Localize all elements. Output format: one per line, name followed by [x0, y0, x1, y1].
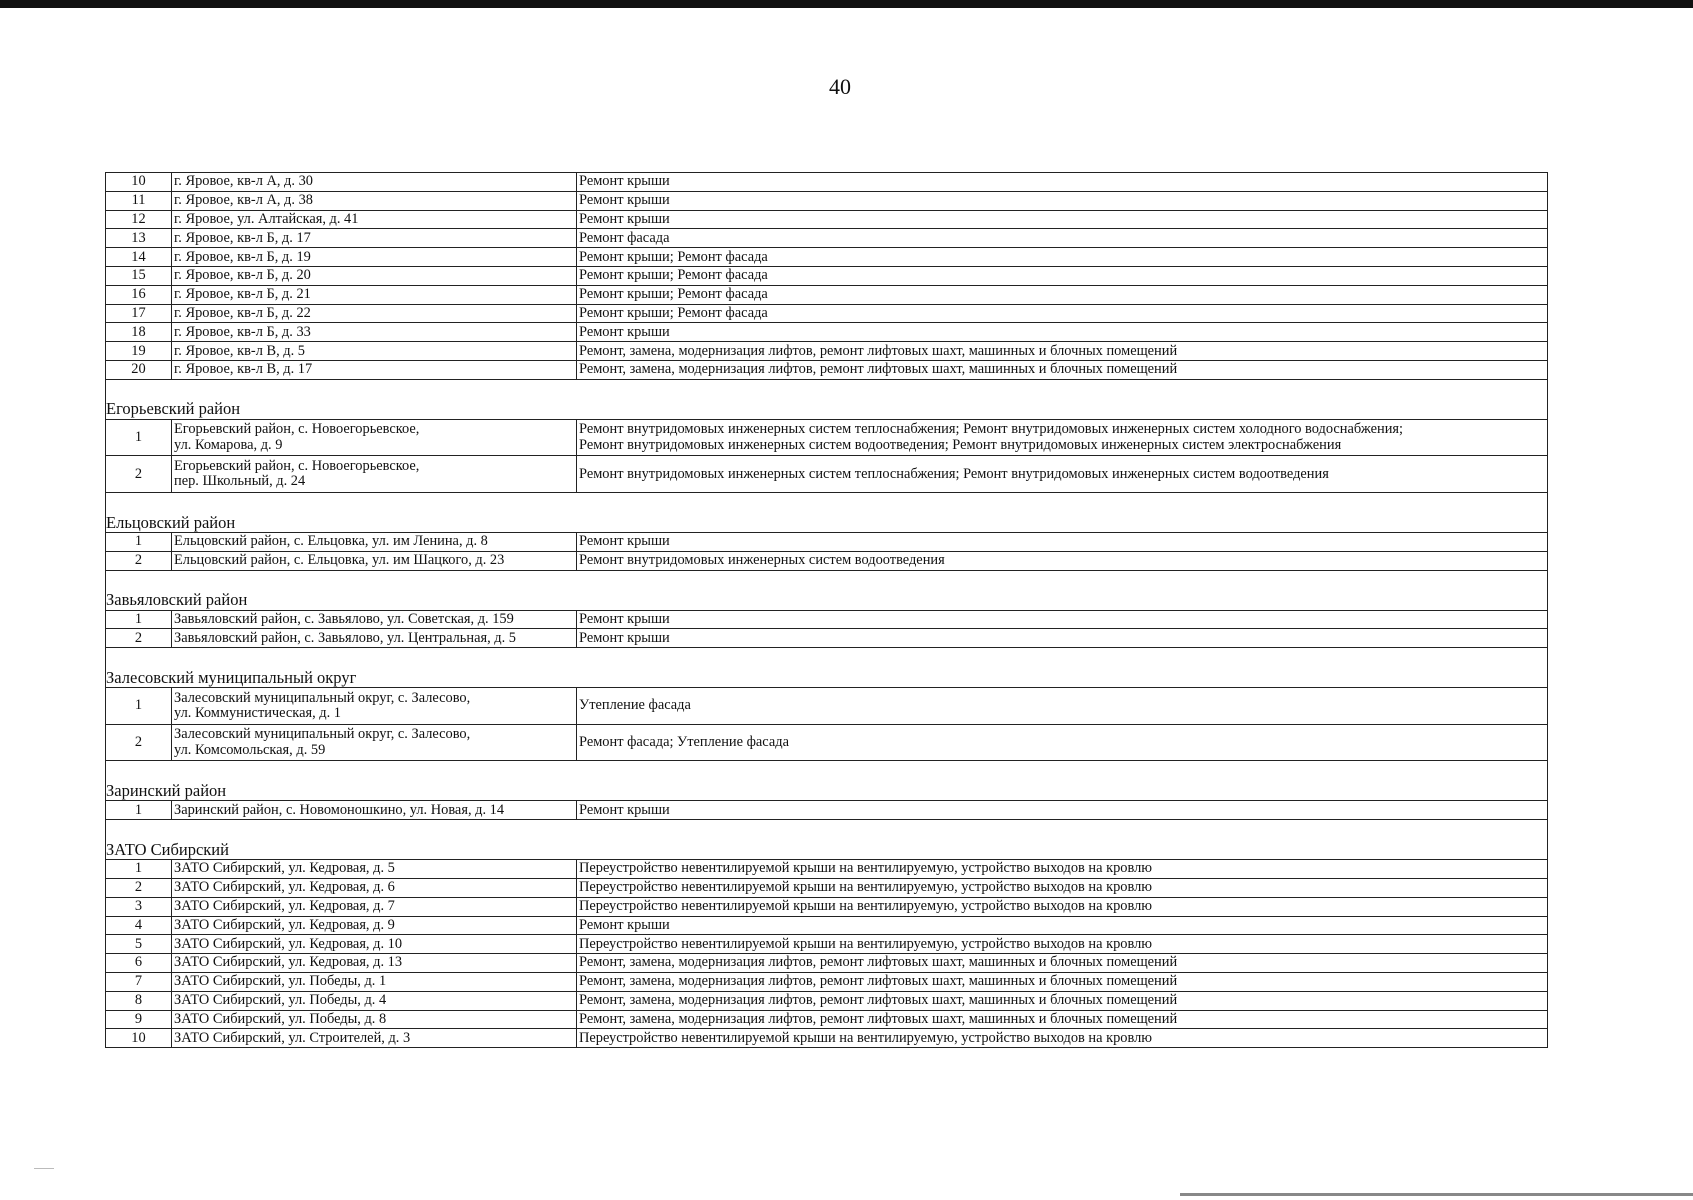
- row-number: 1: [106, 532, 172, 551]
- address-cell: г. Яровое, ул. Алтайская, д. 41: [172, 210, 577, 229]
- table-row: [106, 610, 1548, 629]
- table-row: [106, 897, 1548, 916]
- address-cell: ЗАТО Сибирский, ул. Кедровая, д. 5: [172, 860, 577, 879]
- table-row: [106, 916, 1548, 935]
- address-cell: Залесовский муниципальный округ, с. Залесово, ул. Коммунистическая, д. 1: [172, 688, 577, 725]
- row-number: 10: [106, 173, 172, 192]
- work-type-cell: Ремонт внутридомовых инженерных систем теплоснабжения; Ремонт внутридомовых инженерных систем водоотведения: [577, 456, 1548, 493]
- district-title: ЗАТО Сибирский: [106, 820, 1548, 860]
- table-row: [106, 266, 1548, 285]
- work-type-cell: Ремонт, замена, модернизация лифтов, ремонт лифтовых шахт, машинных и блочных помещений: [577, 1010, 1548, 1029]
- page-number: 40: [829, 74, 851, 99]
- work-type-cell: Ремонт фасада; Утепление фасада: [577, 724, 1548, 761]
- row-number: 2: [106, 724, 172, 761]
- address-cell: г. Яровое, кв-л В, д. 5: [172, 342, 577, 361]
- district-title: Заринский район: [106, 761, 1548, 801]
- district-title: Егорьевский район: [106, 379, 1548, 419]
- row-number: 13: [106, 229, 172, 248]
- address-cell: Заринский район, с. Новомоношкино, ул. Новая, д. 14: [172, 801, 577, 820]
- table-row: [106, 248, 1548, 267]
- work-type-cell: Ремонт, замена, модернизация лифтов, ремонт лифтовых шахт, машинных и блочных помещений: [577, 972, 1548, 991]
- address-cell: ЗАТО Сибирский, ул. Кедровая, д. 9: [172, 916, 577, 935]
- bottom-scan-edge: [1180, 1193, 1693, 1196]
- table-row: [106, 360, 1548, 379]
- table-row: [106, 1029, 1548, 1048]
- work-type-cell: Ремонт крыши; Ремонт фасада: [577, 304, 1548, 323]
- row-number: 1: [106, 610, 172, 629]
- district-title: Залесовский муниципальный округ: [106, 648, 1548, 688]
- work-type-cell: Ремонт крыши: [577, 191, 1548, 210]
- work-type-cell: Переустройство невентилируемой крыши на вентилируемую, устройство выходов на кровлю: [577, 935, 1548, 954]
- row-number: 3: [106, 897, 172, 916]
- table-row: [106, 972, 1548, 991]
- work-type-cell: Ремонт крыши: [577, 801, 1548, 820]
- address-cell: г. Яровое, кв-л Б, д. 20: [172, 266, 577, 285]
- work-type-cell: Переустройство невентилируемой крыши на вентилируемую, устройство выходов на кровлю: [577, 878, 1548, 897]
- work-type-cell: Ремонт крыши: [577, 323, 1548, 342]
- work-type-cell: Ремонт, замена, модернизация лифтов, ремонт лифтовых шахт, машинных и блочных помещений: [577, 342, 1548, 361]
- table-row: [106, 532, 1548, 551]
- work-type-cell: Переустройство невентилируемой крыши на вентилируемую, устройство выходов на кровлю: [577, 1029, 1548, 1048]
- address-cell: Завьяловский район, с. Завьялово, ул. Центральная, д. 5: [172, 629, 577, 648]
- table-row: [106, 456, 1548, 493]
- district-header-row: [106, 648, 1548, 688]
- table-row: [106, 878, 1548, 897]
- address-cell: Завьяловский район, с. Завьялово, ул. Советская, д. 159: [172, 610, 577, 629]
- row-number: 2: [106, 629, 172, 648]
- address-cell: г. Яровое, кв-л Б, д. 17: [172, 229, 577, 248]
- address-cell: г. Яровое, кв-л А, д. 38: [172, 191, 577, 210]
- table-row: [106, 304, 1548, 323]
- district-title: Ельцовский район: [106, 492, 1548, 532]
- work-type-cell: Ремонт крыши: [577, 173, 1548, 192]
- table-row: [106, 323, 1548, 342]
- row-number: 15: [106, 266, 172, 285]
- work-type-cell: Ремонт крыши: [577, 916, 1548, 935]
- district-header-row: [106, 492, 1548, 532]
- table-row: [106, 229, 1548, 248]
- work-type-cell: Ремонт, замена, модернизация лифтов, ремонт лифтовых шахт, машинных и блочных помещений: [577, 954, 1548, 973]
- scan-mark: [34, 1168, 54, 1169]
- row-number: 9: [106, 1010, 172, 1029]
- work-type-cell: Ремонт крыши; Ремонт фасада: [577, 248, 1548, 267]
- work-type-cell: Ремонт внутридомовых инженерных систем водоотведения: [577, 551, 1548, 570]
- work-type-cell: Ремонт крыши; Ремонт фасада: [577, 285, 1548, 304]
- repair-works-table: [105, 172, 1548, 1048]
- address-cell: Ельцовский район, с. Ельцовка, ул. им Ленина, д. 8: [172, 532, 577, 551]
- address-cell: Ельцовский район, с. Ельцовка, ул. им Шацкого, д. 23: [172, 551, 577, 570]
- address-cell: Егорьевский район, с. Новоегорьевское, ул. Комарова, д. 9: [172, 419, 577, 456]
- address-cell: г. Яровое, кв-л Б, д. 19: [172, 248, 577, 267]
- work-type-cell: Переустройство невентилируемой крыши на вентилируемую, устройство выходов на кровлю: [577, 860, 1548, 879]
- row-number: 1: [106, 801, 172, 820]
- table-row: [106, 801, 1548, 820]
- address-cell: г. Яровое, кв-л А, д. 30: [172, 173, 577, 192]
- table-row: [106, 724, 1548, 761]
- row-number: 7: [106, 972, 172, 991]
- work-type-cell: Ремонт, замена, модернизация лифтов, ремонт лифтовых шахт, машинных и блочных помещений: [577, 991, 1548, 1010]
- address-cell: ЗАТО Сибирский, ул. Кедровая, д. 6: [172, 878, 577, 897]
- row-number: 5: [106, 935, 172, 954]
- table-row: [106, 629, 1548, 648]
- row-number: 1: [106, 860, 172, 879]
- address-cell: г. Яровое, кв-л В, д. 17: [172, 360, 577, 379]
- table-row: [106, 285, 1548, 304]
- table-row: [106, 210, 1548, 229]
- table-row: [106, 342, 1548, 361]
- work-type-cell: Ремонт крыши; Ремонт фасада: [577, 266, 1548, 285]
- address-cell: ЗАТО Сибирский, ул. Строителей, д. 3: [172, 1029, 577, 1048]
- district-header-row: [106, 761, 1548, 801]
- table-row: [106, 173, 1548, 192]
- row-number: 17: [106, 304, 172, 323]
- address-cell: ЗАТО Сибирский, ул. Победы, д. 4: [172, 991, 577, 1010]
- work-type-cell: Ремонт фасада: [577, 229, 1548, 248]
- row-number: 8: [106, 991, 172, 1010]
- table-row: [106, 991, 1548, 1010]
- district-header-row: [106, 379, 1548, 419]
- document-sheet: [105, 172, 1547, 1048]
- row-number: 1: [106, 419, 172, 456]
- table-body: [106, 173, 1548, 1048]
- table-row: [106, 419, 1548, 456]
- work-type-cell: Ремонт внутридомовых инженерных систем теплоснабжения; Ремонт внутридомовых инженерных систем холодного водоснабжения; Ремонт внутридомовых инженерных систем водоотведения; Ремонт внутридомовых инженерных систем электроснабжения: [577, 419, 1548, 456]
- work-type-cell: Переустройство невентилируемой крыши на вентилируемую, устройство выходов на кровлю: [577, 897, 1548, 916]
- work-type-cell: Ремонт крыши: [577, 629, 1548, 648]
- row-number: 4: [106, 916, 172, 935]
- row-number: 1: [106, 688, 172, 725]
- address-cell: ЗАТО Сибирский, ул. Кедровая, д. 13: [172, 954, 577, 973]
- top-edge-bar: [0, 0, 1693, 8]
- row-number: 14: [106, 248, 172, 267]
- work-type-cell: Ремонт, замена, модернизация лифтов, ремонт лифтовых шахт, машинных и блочных помещений: [577, 360, 1548, 379]
- district-header-row: [106, 820, 1548, 860]
- address-cell: ЗАТО Сибирский, ул. Кедровая, д. 7: [172, 897, 577, 916]
- row-number: 6: [106, 954, 172, 973]
- row-number: 20: [106, 360, 172, 379]
- address-cell: г. Яровое, кв-л Б, д. 22: [172, 304, 577, 323]
- work-type-cell: Ремонт крыши: [577, 210, 1548, 229]
- table-row: [106, 688, 1548, 725]
- row-number: 11: [106, 191, 172, 210]
- address-cell: Егорьевский район, с. Новоегорьевское, пер. Школьный, д. 24: [172, 456, 577, 493]
- table-row: [106, 191, 1548, 210]
- row-number: 2: [106, 878, 172, 897]
- row-number: 2: [106, 551, 172, 570]
- work-type-cell: Утепление фасада: [577, 688, 1548, 725]
- work-type-cell: Ремонт крыши: [577, 532, 1548, 551]
- work-type-cell: Ремонт крыши: [577, 610, 1548, 629]
- district-header-row: [106, 570, 1548, 610]
- table-row: [106, 860, 1548, 879]
- row-number: 16: [106, 285, 172, 304]
- row-number: 19: [106, 342, 172, 361]
- address-cell: ЗАТО Сибирский, ул. Победы, д. 8: [172, 1010, 577, 1029]
- district-title: Завьяловский район: [106, 570, 1548, 610]
- address-cell: Залесовский муниципальный округ, с. Залесово, ул. Комсомольская, д. 59: [172, 724, 577, 761]
- row-number: 2: [106, 456, 172, 493]
- address-cell: г. Яровое, кв-л Б, д. 33: [172, 323, 577, 342]
- table-row: [106, 935, 1548, 954]
- table-row: [106, 1010, 1548, 1029]
- row-number: 12: [106, 210, 172, 229]
- table-row: [106, 954, 1548, 973]
- address-cell: ЗАТО Сибирский, ул. Победы, д. 1: [172, 972, 577, 991]
- address-cell: ЗАТО Сибирский, ул. Кедровая, д. 10: [172, 935, 577, 954]
- row-number: 10: [106, 1029, 172, 1048]
- table-row: [106, 551, 1548, 570]
- row-number: 18: [106, 323, 172, 342]
- address-cell: г. Яровое, кв-л Б, д. 21: [172, 285, 577, 304]
